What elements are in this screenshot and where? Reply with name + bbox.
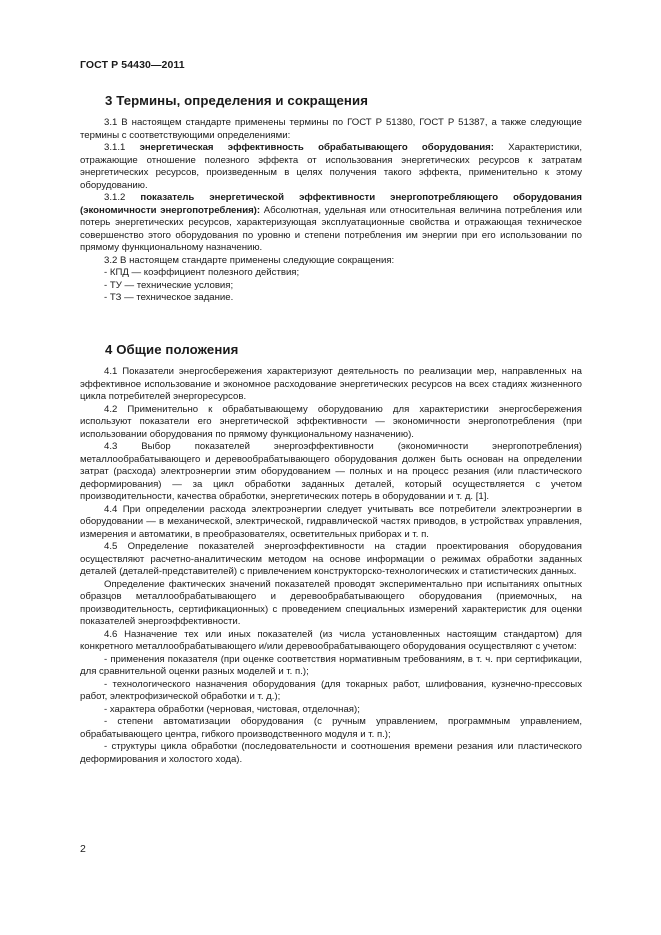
standard-code-header: ГОСТ Р 54430—2011 [80, 59, 185, 71]
paragraph-4-5: 4.5 Определение показателей энергоэффективности на стадии проектирования оборудования осуществляют расчетно-аналитическим методом на основе информации о режимах обработки заданных деталей (деталей-представителей) с привлечением конструкторско-технологических и статистических данных. [80, 541, 582, 577]
paragraph-3-1: 3.1 В настоящем стандарте применены термины по ГОСТ Р 51380, ГОСТ Р 51387, а также следующие термины с соответствующими определениями: [80, 117, 582, 141]
list-item: - степени автоматизации оборудования (с ручным управлением, программным управлением, обрабатывающего центра, гибкого производственного модуля и т. п.); [80, 716, 582, 740]
term-number: 3.1.1 [104, 142, 126, 153]
list-item: - технологического назначения оборудования (для токарных работ, шлифования, кузнечно-прессовых работ, электрофизической обработки и т. д.); [80, 678, 582, 702]
term-number: 3.1.2 [104, 192, 126, 203]
section-3-heading: 3 Термины, определения и сокращения [105, 93, 368, 108]
term-definition: Абсолютная, удельная или относительная величина потребления или потерь энергетических ресурсов, характеризующая эксплуатационные свойства и отражающая техническое совершенство этого оборудования по уровню и степени потребления им энергии при его использовании по прямому функциональному назначению. [80, 204, 582, 253]
abbreviation-item: - ТЗ — техническое задание. [104, 292, 234, 303]
paragraph-3-1-1 [80, 142, 582, 192]
list-item: - применения показателя (при оценке соответствия нормативным требованиям, в т. ч. при сертификации, для сравнительной оценки разных моделей и т. п.); [80, 653, 582, 677]
paragraph-4-5-continued: Определение фактических значений показателей проводят экспериментально при испытаниях опытных образцов металлообрабатывающего и деревообрабатывающего оборудования (приемочных, на производительность, сертификационных) с проведением специальных измерений характеристик для оценки показателей энергоэффективности. [80, 578, 582, 627]
section-4-body [80, 366, 582, 766]
list-item: - структуры цикла обработки (последовательности и соотношения времени резания или пластического деформирования и холостого хода). [80, 741, 582, 765]
paragraph-4-1: 4.1 Показатели энергосбережения характеризуют деятельность по реализации мер, направленных на эффективное использование и экономное расходование энергетических ресурсов на всех стадиях жизненного цикла потребителей энергоресурсов. [80, 366, 582, 402]
paragraph-3-2: 3.2 В настоящем стандарте применены следующие сокращения: [104, 254, 395, 266]
section-3-body [80, 117, 582, 305]
abbreviation-item: - КПД — коэффициент полезного действия; [104, 267, 300, 278]
paragraph-4-2: 4.2 Применительно к обрабатывающему оборудованию для характеристики энергосбережения используют показатели его энергетической эффективности — экономичности энергопотребления (при использовании оборудования по прямому функциональному назначению). [80, 403, 582, 440]
term-energy-efficiency: энергетическая эффективность обрабатывающего оборудования: [139, 142, 494, 153]
paragraph-4-4: 4.4 При определении расхода электроэнергии следует учитывать все потребители электроэнергии в оборудовании — в механической, электрической, гидравлической частях приводов, в устройствах управления, измерения и автоматики, в преобразователях, осветительных приборах и т. п. [80, 503, 582, 540]
section-4-heading: 4 Общие положения [105, 342, 239, 357]
paragraph-4-6: 4.6 Назначение тех или иных показателей (из числа установленных настоящим стандартом) для конкретного металлообрабатывающего и/или деревообрабатывающего оборудования осуществляют с учетом: [80, 628, 582, 652]
page-number: 2 [80, 843, 86, 855]
paragraph-3-1-2 [80, 192, 582, 255]
paragraph-4-3: 4.3 Выбор показателей энергоэффективности (экономичности энергопотребления) металлообрабатывающего и деревообрабатывающего оборудования должен быть основан на определении затрат (расхода) электроэнергии этим оборудованием — полных и на процесс резания (или пластического деформирования) — за цикл обработки заданных деталей, который осуществляется с учетом производительности, качества обработки, энергетических потерь в оборудовании и т. д. [1]. [80, 441, 582, 502]
term-efficiency-indicator: показатель энергетической эффективности энергопотребляющего оборудования (экономичности энергопотребления): [80, 192, 582, 216]
abbreviation-item: - ТУ — технические условия; [104, 279, 234, 291]
term-definition: Характеристики, отражающие отношение полезного эффекта от использования энергетических ресурсов к затратам энергетических ресурсов, произведенным в целях получения такого эффекта, применительно к этому оборудованию. [80, 142, 582, 191]
list-item: - характера обработки (черновая, чистовая, отделочная); [104, 703, 360, 715]
